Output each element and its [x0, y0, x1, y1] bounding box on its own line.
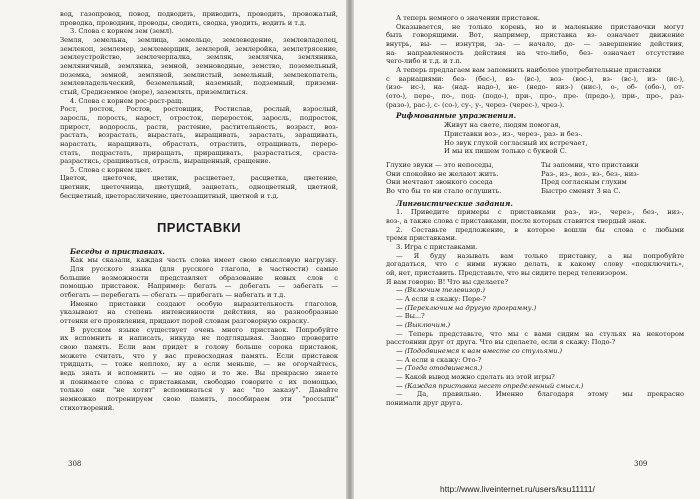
verse-line: Глухие звуки — это непоседы, — [386, 160, 494, 169]
book-gutter — [346, 0, 354, 499]
text-line: чего-либо и т.д. и т.п. — [386, 57, 462, 66]
text-line: ой, нет, приставить. Представьте, что вы сидите перед телевизором. — [386, 269, 628, 278]
section-heading: Беседы о приставках. — [70, 247, 165, 257]
section-heading-linguistic: Лингвистические задания. — [396, 199, 513, 209]
text-line: стать, подрастать, приращать, приращивать, разрастаться, сраста- — [60, 148, 338, 157]
text-line: тридцать, — тоже неплохо, ну а если меньше, — не огорчайтесь, — [60, 360, 338, 369]
text-line: расстоянии друг от друга. Что вы сделаете, если я скажу: Подо-? — [386, 338, 616, 347]
text-line: — А если я скажу: Ото-? — [396, 355, 482, 364]
poem — [386, 121, 684, 156]
text-line: 4. Слова с корнем рос-раст-ращ. — [70, 96, 184, 105]
verse-line: Ты запомни, что приставки — [540, 160, 639, 169]
text-line: А теперь предлагаем вам запомнить наиболее употребительные приставки — [396, 65, 662, 74]
text-line: Именно приставки создают особую выразительность глаголов, — [70, 299, 338, 308]
text-line: оттенки его проявления, придают порой словам разговорную окраску. — [60, 317, 310, 326]
text-line: землевладельческий, беземельный, наземный, подземный, приземи- — [60, 79, 338, 88]
watermark-url: http://www.liveinternet.ru/users/ksu11111/ — [440, 484, 595, 494]
text-line: их вспомнить и написать, никуда не подглядывая. Заодно проверите — [60, 334, 338, 343]
verse-line: Во что бы то ни стало оглушить. — [386, 186, 502, 195]
text-line: отбегать — перебегать — сбегать — прибегать — набегать и т.д. — [60, 291, 286, 300]
text-line: Оказывается, не только корень, но и маленькие приставочки могут — [396, 22, 684, 31]
text-line: — Теперь представьте, что мы с вами сидим на стульях на некотором — [396, 329, 684, 338]
right-top-text — [386, 14, 684, 109]
verse-line: Пред согласным глухим — [540, 178, 627, 187]
text-line: — (Включим телевизор.) — [396, 286, 485, 295]
text-line: тремя приставками. — [386, 234, 457, 243]
text-line: А теперь немного о значении приставок. — [396, 14, 541, 22]
verse-right-column — [541, 161, 684, 196]
text-line: Я вам говорю: В! Что вы сделаете? — [386, 277, 508, 286]
text-line: (ото-), пере-, по-, под- (подо-), при-, про-, пре- (предо-), при-, про-, раз- — [386, 91, 684, 100]
text-line: поземка, земной, земляной, землистый, земельный, землекопатель, — [60, 70, 338, 79]
text-line: земляничный, землянка, земной, земноводные, земство, поземельный, — [60, 61, 338, 70]
right-bottom-text — [386, 208, 684, 407]
text-line: растать, возрастать, вырастать, выращивать, зарастать, заращивать, — [60, 131, 338, 140]
text-line: — (Пододвинемся к вам вместе со стульями.) — [396, 346, 563, 355]
text-line: на- направленность действия на что-либо, без- означает отсутствие — [386, 48, 684, 57]
section-heading-rhymes: Рифмованные упражнения. — [396, 111, 517, 121]
text-line: прирост, водоросль, расти, растение, растительность, возраст, воз- — [60, 122, 338, 131]
verse-left-column — [386, 161, 529, 196]
chapter-title: ПРИСТАВКИ — [156, 220, 242, 236]
verse-line: Быстро сменят З на С. — [540, 186, 621, 195]
text-line: стихотворений. — [60, 403, 115, 412]
page-number-left: 308 — [68, 460, 82, 468]
text-line: большие возможности представляет образование новых слов с — [60, 273, 338, 282]
text-line: — Да, правильно. Именно благодаря этому мы прекрасно — [396, 390, 684, 399]
verse-line: Они мечтают звонкого соседа — [386, 178, 493, 187]
text-line: цветник, цветочница, цветущий, зацветать, одноцветный, цветной, — [60, 183, 338, 192]
text-line: бесцветный, цветорасличение, цветозащитный, цветной и т.д. — [60, 191, 279, 200]
text-line: — (Выключим.) — [396, 321, 451, 329]
right-page — [354, 0, 700, 499]
text-line: Для русского языка (для русского глагола, в частности) самые — [70, 265, 338, 274]
text-line: Как мы сказали, каждая часть слова имеет свою смысловую нагрузку. — [70, 256, 338, 265]
text-line: 3. Игра с приставками. — [396, 243, 478, 252]
text-line: — Вы...? — [396, 312, 425, 321]
text-line: понимали друг друга. — [386, 398, 463, 407]
text-line: — (Каждая приставка несет определенный смысл.) — [396, 381, 584, 390]
text-line: 2. Составьте предложение, в которое вошли бы слова с любыми — [396, 225, 684, 234]
text-line: разрастись, сращиваться, отрасль, выращенный, сращение. — [60, 157, 271, 166]
text-line: воз-, а также слова с приставками, после которых ставится твердый знак. — [386, 217, 647, 226]
left-top-text — [60, 10, 338, 200]
verse-line: Раз-, из-, воз-, вз-, без-, низ- — [540, 169, 640, 178]
poem-line: И мы их пишем только с буквой С. — [444, 147, 567, 156]
text-line: (разо-), рас-), с- (со-), су-, у-, через- (черес-), чрез-). — [386, 100, 565, 109]
text-line: Земля, земельна, землица, земельце, землеведение, землевладелец, — [60, 35, 338, 44]
text-line: догадаться, что с ними нужно делать, к какому слову «подключить», — [386, 260, 684, 269]
text-line: указывают на степень интенсивности действия, на разнообразные — [60, 308, 338, 317]
text-line: Цветок, цветочек, цветик, расцветает, расцветка, цветение, — [60, 174, 338, 183]
text-line: — А если я скажу: Пере-? — [396, 295, 486, 304]
text-line: В русском языке существует очень много приставок. Попробуйте — [70, 325, 338, 334]
text-line: — (Переключим на другую программу.) — [396, 303, 537, 312]
poem-line: Приставки воз-, из-, через-, раз- и без-. — [444, 129, 583, 138]
text-line: можете считать, что у вас превосходная память. Если приставок — [60, 351, 338, 360]
page-number-right: 309 — [634, 460, 648, 468]
text-line: свою память. Если вам придет в голову больше сорока приставок, — [60, 343, 338, 351]
text-line: с вариациями: без- (бес-), вз- (вс-), воз- (вос-), вз- (вс-), из- (ис-), — [386, 74, 684, 83]
text-line: (изо- ис-), на- (над- надо-), не- (недо- низ-) (нис-), о-, об- (обо-), от- — [386, 83, 684, 92]
text-line: вод, газопровод, повод, подводить, приводить, проводить, провожатый, — [60, 10, 338, 18]
text-line: нарастать, наращивать, обрастать, отрастить, отращивать, переро- — [60, 139, 338, 148]
text-line: только они "не хотят" вспоминаться у вас "по заказу". Давайте — [60, 386, 338, 395]
poem-line: Живут на свете, людям помогая, — [444, 121, 561, 130]
text-line: землеустройство, землечерпалка, земляк, землячка, земляника, — [60, 53, 338, 62]
text-line: — Какой вывод можно сделать из этой игры? — [396, 372, 555, 381]
text-line: — (Тогда отодвинемся.) — [396, 364, 483, 373]
text-line: быть говорящими. Вот, например, приставка вз- означает движение — [386, 31, 684, 40]
text-line: 1. Приведите примеры с приставками раз-, из-, через-, без-, низ-, — [396, 208, 684, 217]
text-line: заросль, порость, нарост, отросток, переросток, заросль, подросток, — [60, 113, 338, 122]
text-line: внутрь, вы- — изнутри, за- — начало, до- — завершение действия, — [386, 39, 684, 48]
two-column-verse — [386, 161, 684, 196]
text-line: Рост, росток, Ростов, ростовщик, Ростислав, рослый, взрослый, — [60, 105, 338, 114]
text-line: и понимаете слова с приставками, свободно говорите с их помощью, — [60, 377, 338, 386]
left-bottom-text — [60, 256, 338, 412]
text-line: землекоп, землемер, землемерщик, землерой, землеройка, землетрясение, — [60, 44, 338, 53]
left-page — [0, 0, 346, 499]
text-line: стый, Средиземное (море), заземлять, приземлиться. — [60, 87, 248, 96]
text-line: ведь знать и вспомнить — не одно и то же. Вы прекрасно знаете — [60, 368, 338, 377]
verse-line: Они спокойно не желают жить. — [386, 169, 499, 178]
text-line: помощью приставок. Например: бегать — добегать — забегать — — [60, 282, 338, 291]
poem-line: Но звук глухой согласный их встречает, — [444, 138, 588, 147]
text-line: 3. Слова с корнем зем (земл). — [70, 27, 174, 36]
text-line: немножко потренируем свою память, пособираем эти "россыпи" — [60, 394, 338, 403]
text-line: — Я буду называть вам только приставку, а вы попробуйте — [396, 251, 684, 260]
text-line: 5. Слова с корнем цвет. — [70, 165, 153, 174]
text-line: проводка, проводник, проводы, сводить, сводка, уводить, водить и т.д. — [60, 18, 307, 27]
